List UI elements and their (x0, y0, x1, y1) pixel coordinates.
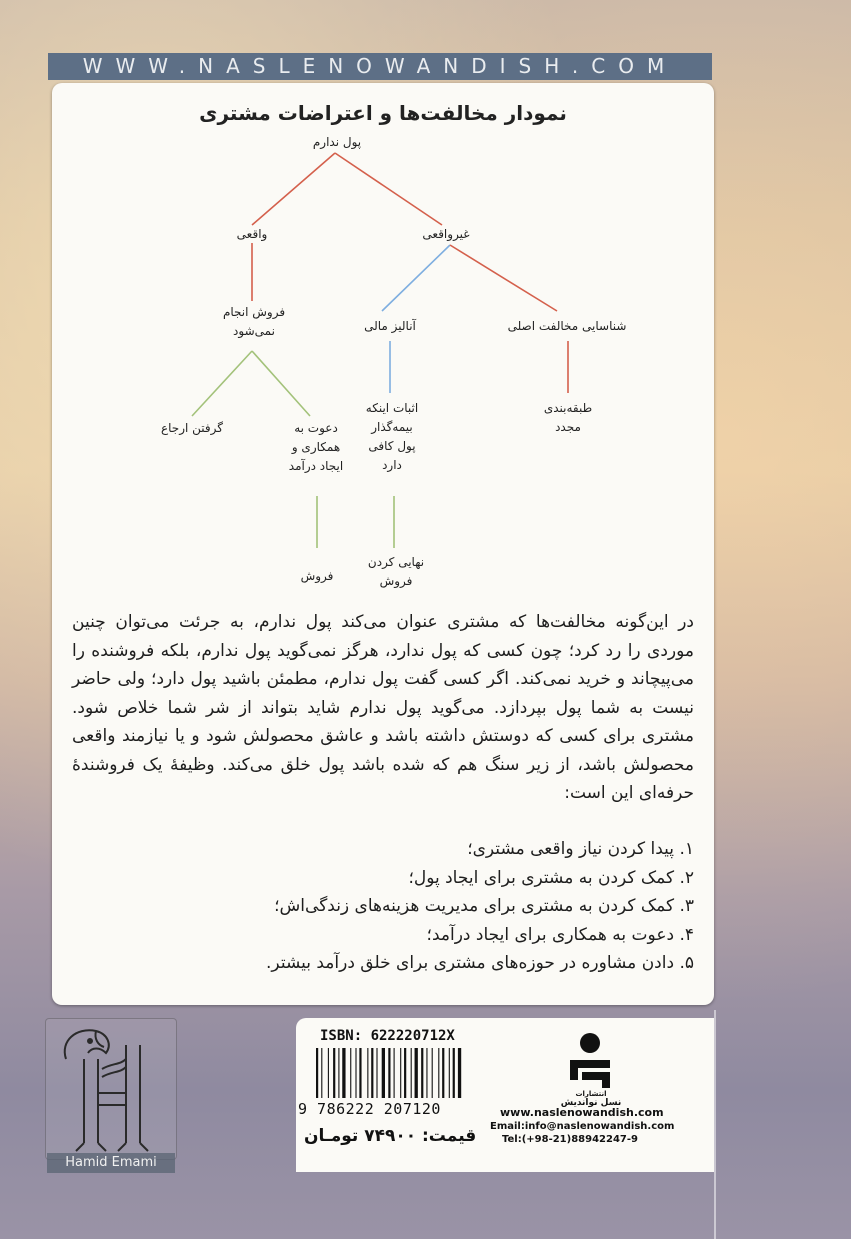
node-financial-analysis: آنالیز مالی (364, 319, 416, 333)
barcode-icon (316, 1048, 486, 1100)
website-banner: WWW.NASLENOWANDISH.COM (48, 53, 712, 80)
list-item: ۱. پیدا کردن نیاز واقعی مشتری؛ (467, 839, 694, 859)
publisher-website: www.naslenowandish.com (500, 1106, 664, 1119)
price: قیمت: ۷۴۹۰۰ تومـان (304, 1126, 477, 1146)
edge-root-unreal (335, 153, 442, 225)
node-invite: دعوت به همکاری و ایجاد درآمد (288, 421, 344, 473)
eagle-h-logo-icon (46, 1019, 176, 1155)
edge-nosale-invite (252, 351, 310, 416)
duties-list (72, 835, 694, 978)
spine-line (714, 1010, 716, 1239)
publisher-prefix: انتشارات (575, 1090, 607, 1098)
node-no-sale: فروش انجام نمی‌شود (222, 305, 286, 338)
node-finalize: نهایی کردن فروش (367, 555, 425, 588)
isbn-label: ISBN: 622220712X (320, 1028, 455, 1044)
node-reclassify: طبقه‌بندی مجدد (543, 401, 593, 434)
edge-unreal-analysis (382, 245, 450, 311)
body-paragraph: در این‌گونه مخالفت‌ها که مشتری عنوان می‌کند پول ندارم، به جرئت می‌توان چنین موردی را رد کرد؛ چون کسی که پول ندارد، هرگز نمی‌گوید پول ندارم، بلکه فروشنده را می‌پیچاند و خرید نمی‌کند. اگر کسی گفت پول ندارم، مطمئن باشید پول دارد؛ ولی حاضر نیست به شما پول بپردازد. می‌گوید پول ندارم شاید بتواند از شر شما خلاص شود. مشتری برای کسی که دوستش داشته باشد و عاشق محصولش شود و یا نیازمند واقعی محصولش باشد، از زیر سنگ هم که شده باشد پول خلق می‌کند. وظیفهٔ یک فروشندهٔ حرفه‌ای این است: (72, 612, 694, 803)
edge-nosale-refund (192, 351, 252, 416)
node-refund: گرفتن ارجاع (160, 421, 223, 435)
node-root: پول ندارم (312, 135, 362, 149)
publisher-name-text: نسل نواندیش (560, 1098, 622, 1108)
diagram-title: نمودار مخالفت‌ها و اعتراضات مشتری (199, 101, 567, 125)
list-item: ۵. دادن مشاوره در حوزه‌های مشتری برای خلق درآمد بیشتر. (266, 953, 694, 973)
list-item: ۳. کمک کردن به مشتری برای مدیریت هزینه‌های زندگی‌اش؛ (274, 896, 694, 916)
barcode-number: 9 786222 207120 (298, 1100, 441, 1118)
list-item: ۴. دعوت به همکاری برای ایجاد درآمد؛ (426, 924, 694, 945)
edge-unreal-identify (450, 245, 557, 311)
author-name: Hamid Emami (47, 1153, 175, 1173)
edge-root-real (252, 153, 335, 225)
objection-tree-lines (52, 83, 714, 603)
publisher-info-panel (296, 1018, 714, 1172)
node-real: واقعی (236, 227, 268, 241)
node-prove: اثبات اینکه بیمه‌گذار پول کافی دارد (365, 401, 419, 472)
author-logo (45, 1018, 177, 1160)
node-sale: فروش (300, 569, 334, 583)
node-identify-objection: شناسایی مخالفت اصلی (507, 319, 627, 333)
node-unreal: غیرواقعی (422, 227, 470, 241)
publisher-email: Email:info@naslenowandish.com (490, 1121, 675, 1132)
list-item: ۲. کمک کردن به مشتری برای ایجاد پول؛ (408, 867, 694, 888)
publisher-tel: Tel:(+98-21)88942247-9 (502, 1134, 638, 1145)
content-card (52, 83, 714, 1005)
